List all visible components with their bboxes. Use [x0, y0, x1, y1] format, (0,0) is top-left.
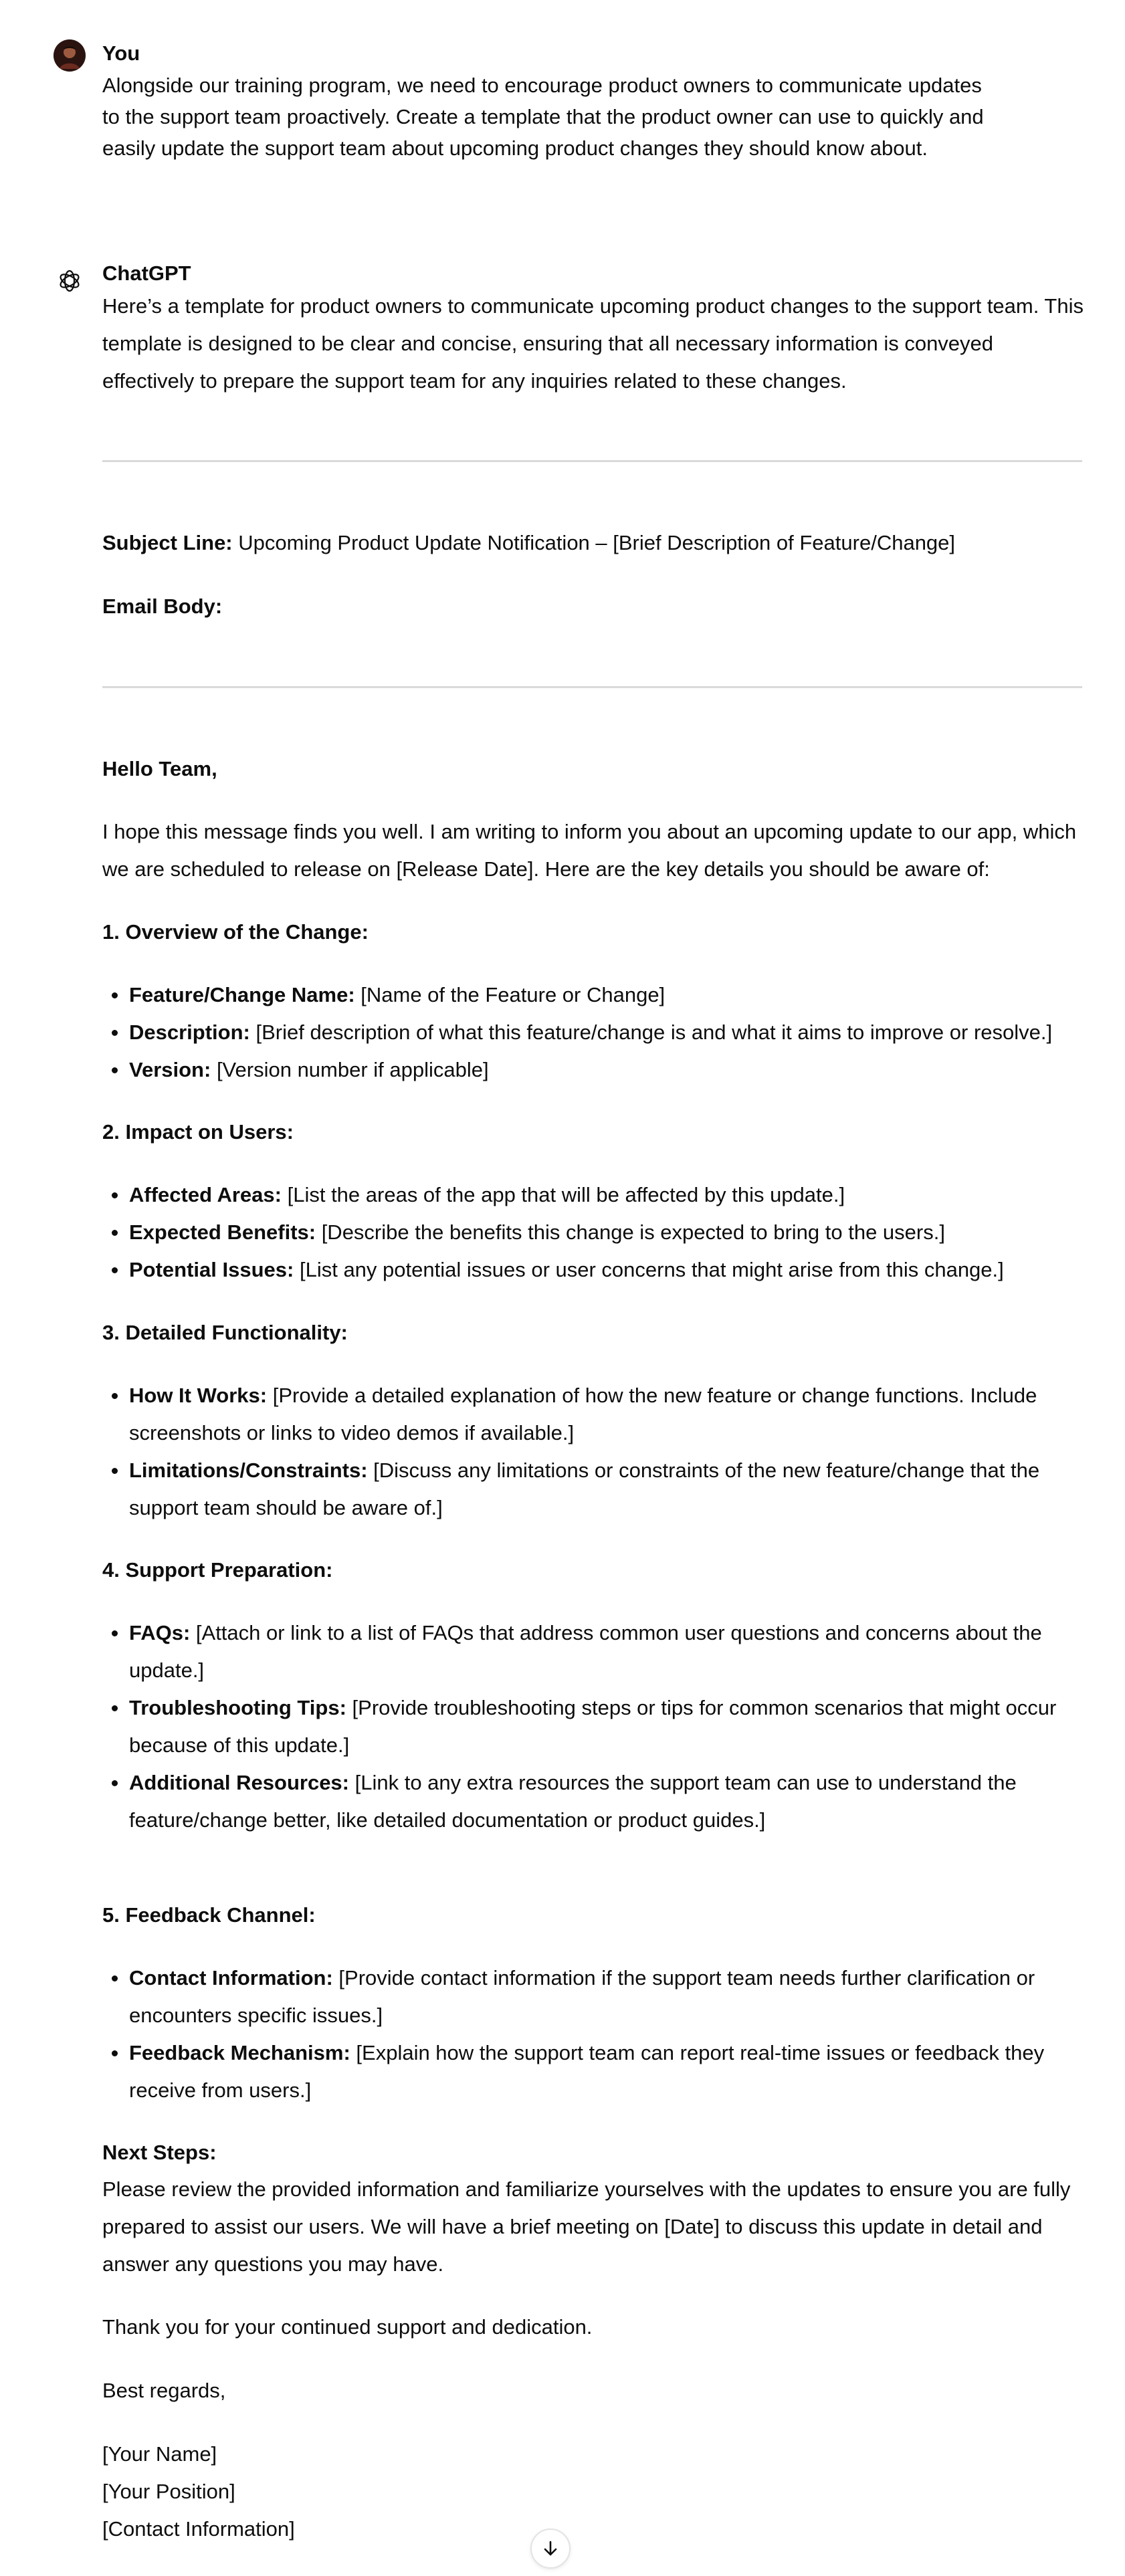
next-steps-text: Please review the provided information and familiarize yourselves with the updates to ensure you are fully prepared to assist our users. We will have a brief meeting on [Date] to discuss this update in detail and answer any questions you may have. — [102, 2177, 1071, 2276]
list-item — [102, 976, 1086, 1014]
list-item-text: [Describe the benefits this change is expected to bring to the users.] — [316, 1220, 945, 1244]
list-item-label: Potential Issues: — [129, 1258, 294, 1281]
email-body-label: Email Body: — [102, 595, 223, 618]
section-heading: 1. Overview of the Change: — [102, 920, 369, 944]
section-heading: 5. Feedback Channel: — [102, 1903, 316, 1927]
greeting: Hello Team, — [102, 757, 217, 780]
assistant-intro: Here’s a template for product owners to communicate upcoming product changes to the support team. This template is designed to be clear and concise, ensuring that all necessary information is conveyed effectively to prepare the support team for any inquiries related to these changes. — [102, 294, 1084, 393]
subject-line-text: Upcoming Product Update Notification – [Brief Description of Feature/Change] — [232, 531, 956, 554]
next-steps-label: Next Steps: — [102, 2141, 217, 2164]
section-list — [102, 1176, 1086, 1289]
subject-line-label: Subject Line: — [102, 531, 233, 554]
list-item-label: Version: — [129, 1058, 211, 1081]
list-item-label: Feature/Change Name: — [129, 983, 355, 1006]
scroll-to-bottom-button[interactable] — [530, 2529, 571, 2569]
user-photo-icon — [54, 39, 86, 72]
section-heading: 4. Support Preparation: — [102, 1558, 333, 1582]
list-item — [102, 2034, 1086, 2109]
list-item — [102, 1689, 1086, 1764]
closing-line: Best regards, — [102, 2379, 226, 2402]
list-item-text: [Link to any extra resources the support team can use to understand the feature/change better, like detailed documentation or product guides.] — [129, 1771, 1017, 1832]
list-item — [102, 1377, 1086, 1452]
list-item-label: Limitations/Constraints: — [129, 1459, 368, 1482]
list-item-label: Feedback Mechanism: — [129, 2041, 350, 2064]
thanks-line: Thank you for your continued support and dedication. — [102, 2315, 593, 2339]
section-list — [102, 976, 1086, 1089]
list-item — [102, 1251, 1086, 1289]
signature-contact: [Contact Information] — [102, 2517, 295, 2541]
list-item-text: [Version number if applicable] — [211, 1058, 489, 1081]
list-item-label: Contact Information: — [129, 1966, 333, 1990]
signature-name: [Your Name] — [102, 2442, 217, 2466]
subject-line — [102, 524, 1086, 562]
list-item-label: How It Works: — [129, 1384, 268, 1407]
user-message-text: Alongside our training program, we need to encourage product owners to communicate updates to the support team proactively. Create a template that the product owner can use to quickly and easily update the support team about upcoming product changes they should know about. — [102, 74, 984, 160]
list-item-label: Description: — [129, 1021, 250, 1044]
openai-logo-icon — [56, 267, 83, 294]
list-item-text: [Provide troubleshooting steps or tips for common scenarios that might occur because of this update.] — [129, 1696, 1057, 1757]
list-item — [102, 1176, 1086, 1214]
list-item-text: [Attach or link to a list of FAQs that address common user questions and concerns about the update.] — [129, 1621, 1042, 1682]
list-item — [102, 1614, 1086, 1689]
list-item-label: Troubleshooting Tips: — [129, 1696, 346, 1719]
list-item — [102, 1214, 1086, 1251]
list-item — [102, 1764, 1086, 1839]
list-item-label: FAQs: — [129, 1621, 191, 1644]
list-item-label: Affected Areas: — [129, 1183, 282, 1206]
list-item — [102, 1014, 1086, 1051]
list-item-text: [List any potential issues or user concerns that might arise from this change.] — [294, 1258, 1004, 1281]
signature-position: [Your Position] — [102, 2480, 235, 2503]
list-item-text: [Explain how the support team can report real-time issues or feedback they receive from users.] — [129, 2041, 1045, 2102]
chatgpt-avatar — [54, 265, 86, 297]
opening-paragraph: I hope this message finds you well. I am writing to inform you about an upcoming update to our app, which we are scheduled to release on [Release Date]. Here are the key details you should be aware of: — [102, 820, 1077, 881]
list-item-text: [Provide a detailed explanation of how the new feature or change functions. Include screenshots or links to video demos if available.] — [129, 1384, 1037, 1444]
assistant-author-name: ChatGPT — [102, 261, 191, 285]
user-author-name: You — [102, 41, 140, 65]
section-heading: 2. Impact on Users: — [102, 1120, 294, 1144]
section-heading: 3. Detailed Functionality: — [102, 1321, 348, 1344]
list-item — [102, 1051, 1086, 1089]
divider-2 — [102, 686, 1082, 688]
section-list — [102, 1377, 1086, 1527]
list-item-label: Additional Resources: — [129, 1771, 349, 1794]
section-list — [102, 1614, 1086, 1839]
divider-1 — [102, 460, 1082, 462]
list-item-text: [Name of the Feature or Change] — [354, 983, 666, 1006]
user-avatar — [54, 39, 86, 72]
list-item-text: [List the areas of the app that will be affected by this update.] — [281, 1183, 845, 1206]
list-item — [102, 1959, 1086, 2034]
arrow-down-icon — [541, 2539, 560, 2558]
list-item-text: [Brief description of what this feature/change is and what it aims to improve or resolve.] — [249, 1021, 1053, 1044]
section-list — [102, 1959, 1086, 2109]
list-item — [102, 1452, 1086, 1527]
list-item-text: [Discuss any limitations or constraints of the new feature/change that the support team should be aware of.] — [129, 1459, 1040, 1519]
list-item-text: [Provide contact information if the support team needs further clarification or encounters specific issues.] — [129, 1966, 1035, 2027]
list-item-label: Expected Benefits: — [129, 1220, 316, 1244]
